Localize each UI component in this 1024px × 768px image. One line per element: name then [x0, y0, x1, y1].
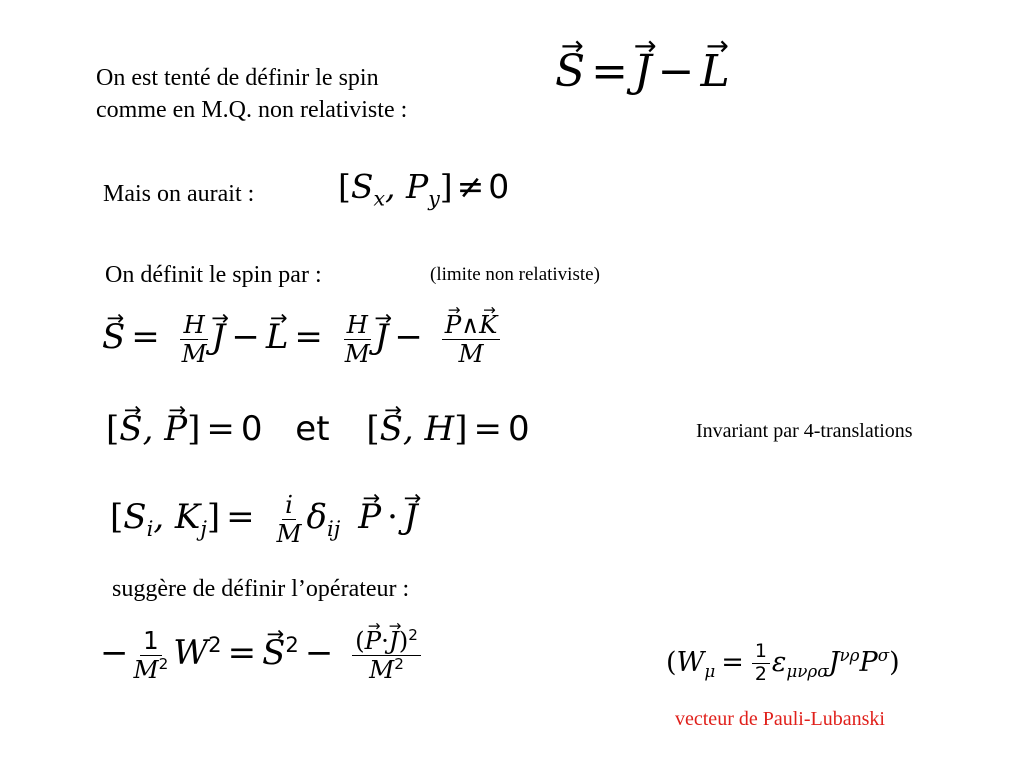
intro-line-2: comme en M.Q. non relativiste : [96, 97, 408, 123]
suggestion-label: suggère de définir l’opérateur : [112, 576, 410, 602]
equation-commutator-nonzero: [$S_x$, $P_y] \ne 0$ [338, 167, 510, 211]
pauli-lubanski-label: vecteur de Pauli-Lubanski [675, 708, 885, 730]
intro-text [96, 64, 407, 124]
mais-label: Mais on aurait : [103, 181, 255, 207]
equation-pauli-lubanski-vector: ($W_\mu$ = $\frac{1}{2}$ $\varepsilon_{\mu\nu\rho\sigma}J^{\nu\rho}P^\sigma$) [666, 640, 900, 685]
definition-note: (limite non relativiste) [430, 264, 600, 285]
invariance-note: Invariant par 4-translations [696, 420, 913, 442]
equation-spin-naive: → S =→ J −→ L [555, 50, 730, 94]
commutator-s-p: [→ S, → P] = 0 [106, 409, 262, 449]
commutator-s-h: [→ S, H] = 0 [366, 409, 529, 449]
equation-spin-definition: → S = $\frac{H}{M}$ → J −→ L = $\frac{H}{M}$ → J − → $\frac{P\wedge\to K}{M}$ [102, 312, 502, 366]
equation-w-squared: − $\frac{1}{M^2}$ $W^2 =\to S^2$ − $\frac{(\to P\cdot\to J)^2}{M^2}$ [100, 628, 423, 682]
intro-line-1: On est tenté de définir le spin [96, 65, 379, 91]
definition-label: On définit le spin par : [105, 262, 322, 288]
equation-boost-commutator: [$S_i$, $K_j$] = $\frac{i}{M}$ $\delta_{ij}\to P \cdot\to J$ [110, 492, 418, 546]
equation-commutators-zero [106, 409, 530, 449]
commutators-connector: et [295, 409, 330, 449]
